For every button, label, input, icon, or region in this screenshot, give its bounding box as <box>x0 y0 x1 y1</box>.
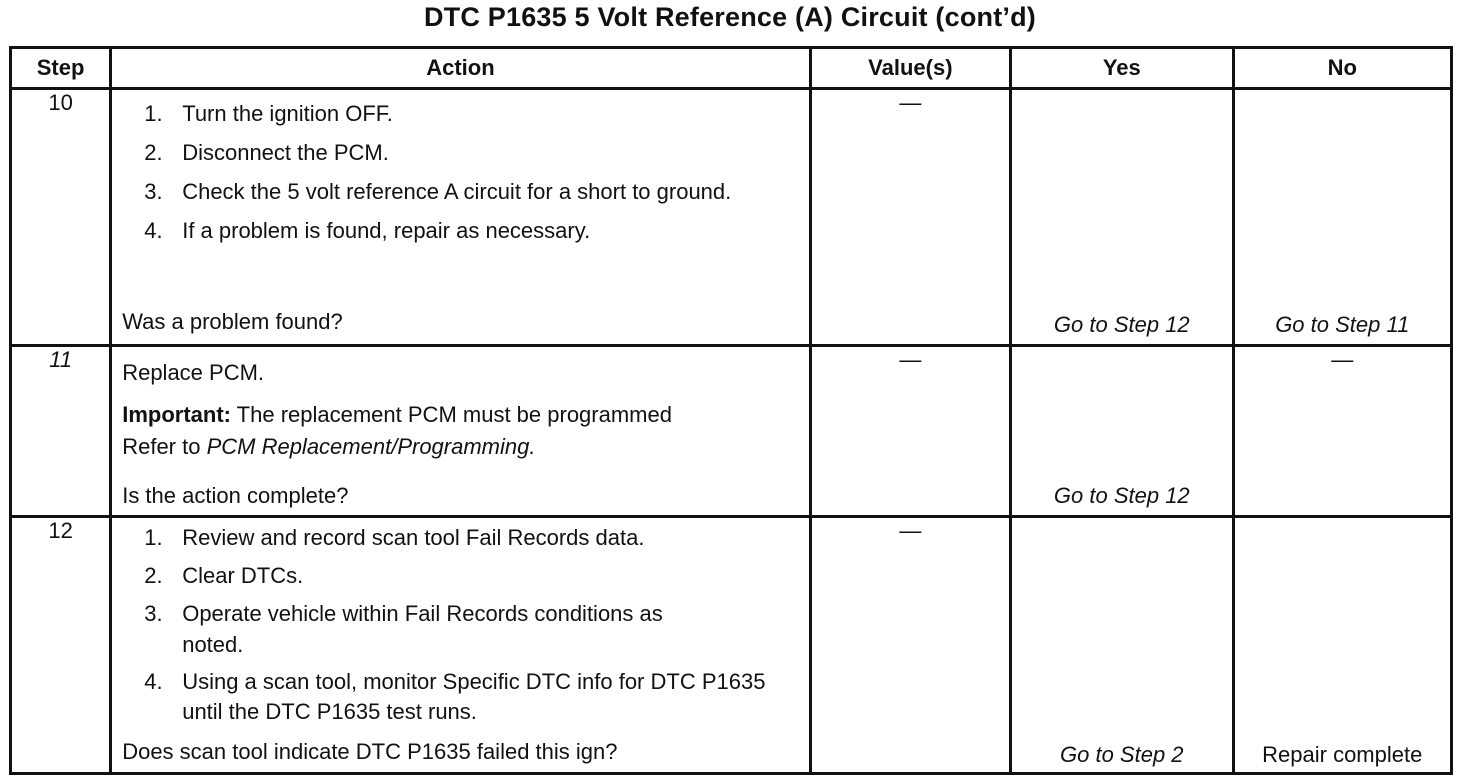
refer-link[interactable]: PCM Replacement/Programming. <box>206 434 536 459</box>
yes-cell <box>1011 346 1233 517</box>
no-cell <box>1233 89 1451 346</box>
action-cell <box>111 89 810 346</box>
page-title: DTC P1635 5 Volt Reference (A) Circuit (cont’d) <box>423 2 1036 32</box>
table-row-step-12 <box>11 517 1452 774</box>
yes-result: Go to Step 2 <box>1060 742 1184 767</box>
no-result: Repair complete <box>1262 742 1423 767</box>
list-item: 1. Turn the ignition OFF. <box>144 101 393 126</box>
no-cell <box>1233 517 1451 774</box>
action-question: Was a problem found? <box>122 309 343 334</box>
important-label: Important: <box>122 402 231 427</box>
header-no: No <box>1233 48 1451 89</box>
list-item: 1. Review and record scan tool Fail Records data. <box>144 525 645 550</box>
diagnostic-table <box>9 46 1453 775</box>
yes-cell <box>1011 517 1233 774</box>
yes-result: Go to Step 12 <box>1053 483 1190 508</box>
step-number: 12 <box>11 517 111 774</box>
header-step: Step <box>11 48 111 89</box>
action-steps <box>112 90 808 246</box>
table-row-step-10 <box>11 89 1452 346</box>
table-row-step-11 <box>11 346 1452 517</box>
list-item: 3. Check the 5 volt reference A circuit for a short to ground. <box>144 179 732 204</box>
yes-result: Go to Step 12 <box>1053 312 1190 337</box>
step-number: 10 <box>11 89 111 346</box>
list-item: 4. If a problem is found, repair as necessary. <box>144 218 591 243</box>
value-cell: — <box>810 346 1010 517</box>
no-cell: — <box>1233 346 1451 517</box>
action-steps <box>112 518 808 727</box>
list-item: 2. Clear DTCs. <box>144 563 304 588</box>
value-cell: — <box>810 89 1010 346</box>
action-question: Does scan tool indicate DTC P1635 failed this ign? <box>122 739 618 764</box>
header-row <box>11 48 1452 89</box>
no-result: Go to Step 11 <box>1275 312 1410 337</box>
step-number: 11 <box>11 346 111 517</box>
action-cell <box>111 517 810 774</box>
list-item: 4. Using a scan tool, monitor Specific DTC info for DTC P1635 until the DTC P1635 test runs. <box>144 669 766 724</box>
list-item: 3. Operate vehicle within Fail Records conditions as noted. <box>144 601 663 657</box>
important-note: Important: The replacement PCM must be programmed Refer to PCM Replacement/Programming. <box>122 402 672 459</box>
action-line: Replace PCM. <box>122 360 265 385</box>
list-item: 2. Disconnect the PCM. <box>144 140 389 165</box>
value-cell: — <box>810 517 1010 774</box>
yes-cell <box>1011 89 1233 346</box>
header-yes: Yes <box>1011 48 1233 89</box>
header-action: Action <box>111 48 810 89</box>
action-question: Is the action complete? <box>122 483 349 508</box>
action-cell <box>111 346 810 517</box>
header-values: Value(s) <box>810 48 1010 89</box>
